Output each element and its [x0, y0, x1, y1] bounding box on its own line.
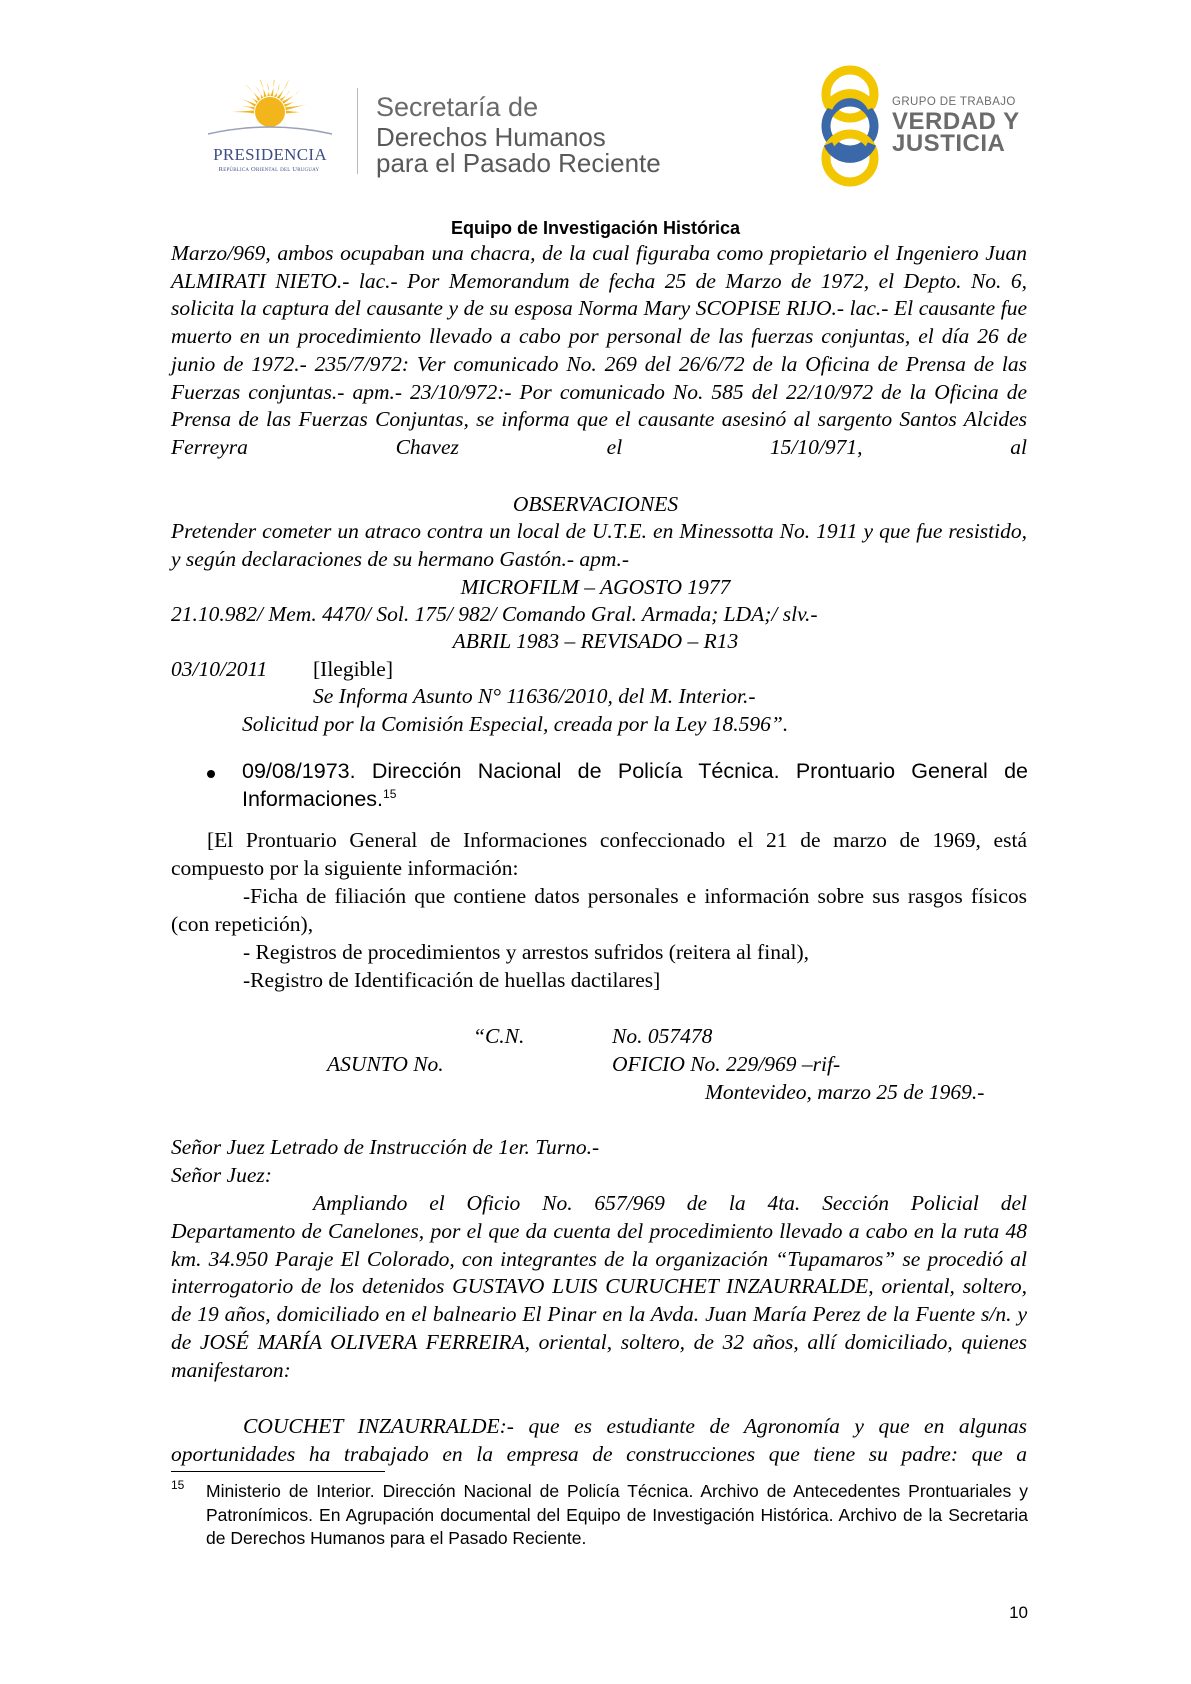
sun-icon — [190, 80, 350, 180]
presidencia-label: PRESIDENCIA — [213, 145, 327, 164]
presidencia-subtitle: República Oriental del Uruguay — [218, 166, 320, 173]
revisado-heading: ABRIL 1983 – REVISADO – R13 — [452, 629, 739, 653]
place-date: Montevideo, marzo 25 de 1969.- — [705, 1080, 985, 1104]
entry-date: 03/10/2011 — [171, 657, 268, 681]
asunto-label: ASUNTO No. — [327, 1052, 444, 1076]
gtvj-label-line-2: VERDAD Y — [892, 108, 1020, 135]
sun-ray — [270, 80, 274, 96]
prontuario-item-2: - Registros de procedimientos y arrestos sufridos (reitera al final), — [243, 940, 809, 964]
microfilm-heading: MICROFILM – AGOSTO 1977 — [460, 575, 731, 599]
cn-label: “C.N. — [473, 1024, 525, 1048]
sun-ray — [274, 83, 280, 97]
prontuario-item-3: -Registro de Identificación de huellas dactilares] — [243, 968, 661, 992]
footnote-number: 15 — [171, 1478, 185, 1492]
header-divider — [357, 88, 358, 174]
interlinked-rings-icon — [812, 64, 888, 188]
sun-ray — [267, 82, 270, 96]
secretaria-title-line-1: Secretaría de — [376, 92, 539, 122]
bullet-marker — [207, 770, 215, 778]
secretaria-title-line-2: Derechos Humanos — [376, 122, 606, 152]
sun-ray — [255, 86, 263, 99]
page-number: 10 — [1009, 1603, 1028, 1622]
sun-ray — [277, 80, 289, 99]
observaciones-text: Pretender cometer un atraco contra un local de U.T.E. en Minessotta No. 1911 y que fue resistido, y según declaraciones de su hermano Gastón.- apm.- — [171, 519, 1027, 571]
addressee: Señor Juez Letrado de Instrucción de 1er. Turno.- — [171, 1135, 600, 1159]
footnote-reference[interactable]: 15 — [383, 786, 397, 801]
sun-ray — [258, 80, 266, 97]
footnote-text: Ministerio de Interior. Dirección Nacional de Policía Técnica. Archivo de Antecedentes Prontuariales y Patronímicos. En Agrupación documental del Equipo de Investigación Histórica. Archivo de la Secretaria de Derechos Humanos para el Pasado Reciente. — [206, 1481, 1028, 1548]
cn-number: No. 057478 — [612, 1024, 713, 1048]
statement-second-line: oportunidades ha trabajado en la empresa de construcciones que tiene su padre: que a — [171, 1442, 1027, 1466]
sun-ray — [286, 111, 300, 114]
gtvj-label-line-1: GRUPO DE TRABAJO — [892, 96, 1016, 108]
gtvj-label-line-3: JUSTICIA — [892, 130, 1006, 157]
team-heading: Equipo de Investigación Histórica — [450, 218, 741, 238]
sun-ray — [232, 111, 254, 114]
bullet-item — [242, 757, 1028, 813]
entry-asunto-line: Se Informa Asunto N° 11636/2010, del M. Interior.- — [313, 684, 756, 708]
microfilm-line: 21.10.982/ Mem. 4470/ Sol. 175/ 982/ Comando Gral. Armada; LDA;/ slv.- — [171, 602, 818, 626]
sun-ray — [235, 97, 256, 107]
salutation: Señor Juez: — [171, 1163, 272, 1187]
secretaria-title-line-3: para el Pasado Reciente — [376, 148, 661, 178]
sun-ray — [241, 106, 255, 110]
oficio-number: OFICIO No. 229/969 –rif- — [612, 1052, 841, 1076]
observaciones-heading: OBSERVACIONES — [512, 492, 679, 516]
footnote-separator — [171, 1471, 385, 1472]
oficio-body-first-line: Ampliando el Oficio No. 657/969 de la 4ta. Sección Policial del — [313, 1191, 1027, 1215]
oficio-body: Departamento de Canelones, por el que da cuenta del procedimiento llevado a cabo en la ruta 48 km. 34.950 Paraje El Colorado, con integrantes de la organización “Tupamaros” se procedió al interrogatorio de los detenidos GUSTAVO LUIS CURUCHET INZAURRALDE, oriental, soltero, de 19 años, domiciliado en el balneario El Pinar en la Avda. Juan María Perez de la Fuente s/n. y de JOSÉ MARÍA OLIVERA FERREIRA, oriental, soltero, de 32 años, allí domiciliado, quienes manifestaron: — [171, 1219, 1027, 1382]
entry-solicitud-line: Solicitud por la Comisión Especial, creada por la Ley 18.596”. — [242, 712, 789, 736]
entry-illegible: [Ilegible] — [313, 657, 393, 681]
prontuario-item-1: -Ficha de filiación que contiene datos personales e información sobre sus rasgos físicos (con repetición), — [171, 884, 1027, 936]
record-paragraph: Marzo/969, ambos ocupaban una chacra, de la cual figuraba como propietario el Ingeniero Juan ALMIRATI NIETO.- lac.- Por Memorandum de fecha 25 de Marzo de 1972, el Depto. No. 6, solicita la captura del causante y de su esposa Norma Mary SCOPISE RIJO.- lac.- El causante fue muerto en un procedimiento llevado a cabo por personal de las fuerzas conjuntas, el día 26 de junio de 1972.- 235/7/972: Ver comunicado No. 269 del 26/6/72 de la Oficina de Prensa de las Fuerzas conjuntas.- apm.- 23/10/972:- Por comunicado No. 585 del 22/10/972 de la Oficina de Prensa de las Fuerzas Conjuntas, se informa que el causante asesinó al sargento Santos Alcides Ferreyra Chavez el 15/10/971, al — [171, 241, 1027, 459]
sun-ray — [285, 104, 307, 110]
prontuario-intro: [El Prontuario General de Informaciones confeccionado el 21 de marzo de 1969, está compuesto por la siguiente información: — [171, 828, 1027, 880]
statement-first-line: COUCHET INZAURRALDE:- que es estudiante de Agronomía y que en algunas — [243, 1414, 1027, 1438]
bullet-text: 09/08/1973. Dirección Nacional de Policía Técnica. Prontuario General de Informaciones. — [242, 759, 1028, 811]
